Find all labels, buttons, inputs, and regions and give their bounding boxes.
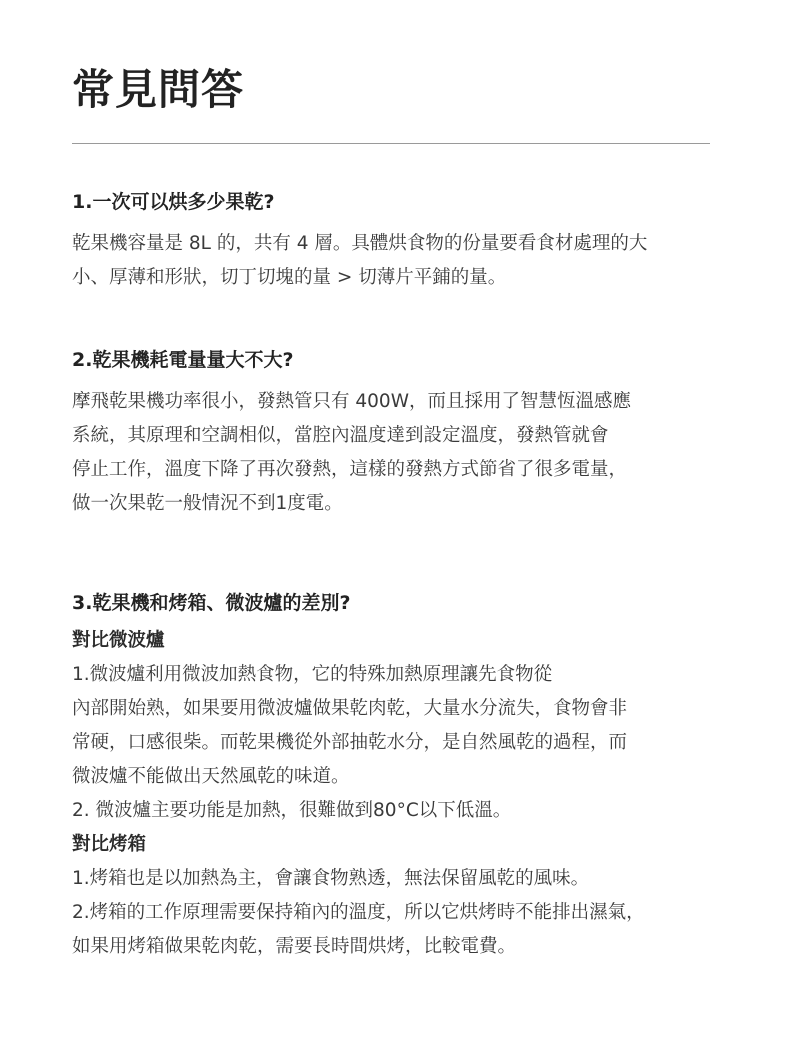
faq-answer-line: 乾果機容量是 8L 的，共有 4 層。具體烘食物的份量要看食材處理的大 — [72, 233, 648, 254]
faq-item-capacity — [72, 187, 752, 295]
title-divider — [72, 143, 710, 144]
faq-item-power — [72, 345, 752, 521]
faq-question: 2.乾果機耗電量量大不大? — [72, 349, 294, 371]
faq-answer-line: 常硬，口感很柴。而乾果機從外部抽乾水分，是自然風乾的過程，而 — [72, 732, 628, 753]
page-title: 常見問答 — [72, 65, 245, 114]
faq-answer-line: 做一次果乾一般情況不到1度電。 — [72, 493, 343, 514]
faq-answer-line: 小、厚薄和形狀，切丁切塊的量 > 切薄片平鋪的量。 — [72, 267, 507, 288]
oven-comparison-heading: 對比烤箱 — [72, 834, 147, 855]
faq-answer-line: 微波爐不能做出天然風乾的味道。 — [72, 766, 350, 787]
faq-question: 3.乾果機和烤箱、微波爐的差別? — [72, 592, 351, 614]
faq-answer-line: 系統，其原理和空調相似，當腔內溫度達到設定溫度，發熱管就會 — [72, 425, 609, 446]
faq-question: 1.一次可以烘多少果乾? — [72, 191, 275, 213]
faq-answer-line: 摩飛乾果機功率很小，發熱管只有 400W，而且採用了智慧恆溫感應 — [72, 391, 631, 412]
faq-answer-line: 停止工作，溫度下降了再次發熱，這樣的發熱方式節省了很多電量， — [72, 459, 628, 480]
faq-answer-line: 1.烤箱也是以加熱為主，會讓食物熟透，無法保留風乾的風味。 — [72, 868, 590, 889]
faq-answer-line: 內部開始熟，如果要用微波爐做果乾肉乾，大量水分流失，食物會非 — [72, 698, 628, 719]
faq-answer-line: 如果用烤箱做果乾肉乾，需要長時間烘烤，比較電費。 — [72, 936, 517, 957]
faq-answer-line: 2. 微波爐主要功能是加熱，很難做到80°C以下低溫。 — [72, 800, 512, 821]
microwave-comparison-heading: 對比微波爐 — [72, 630, 165, 651]
faq-answer-line: 1.微波爐利用微波加熱食物，它的特殊加熱原理讓先食物從 — [72, 664, 553, 685]
faq-answer-line: 2.烤箱的工作原理需要保持箱內的溫度，所以它烘烤時不能排出濕氣， — [72, 902, 645, 923]
faq-item-comparison — [72, 588, 752, 964]
